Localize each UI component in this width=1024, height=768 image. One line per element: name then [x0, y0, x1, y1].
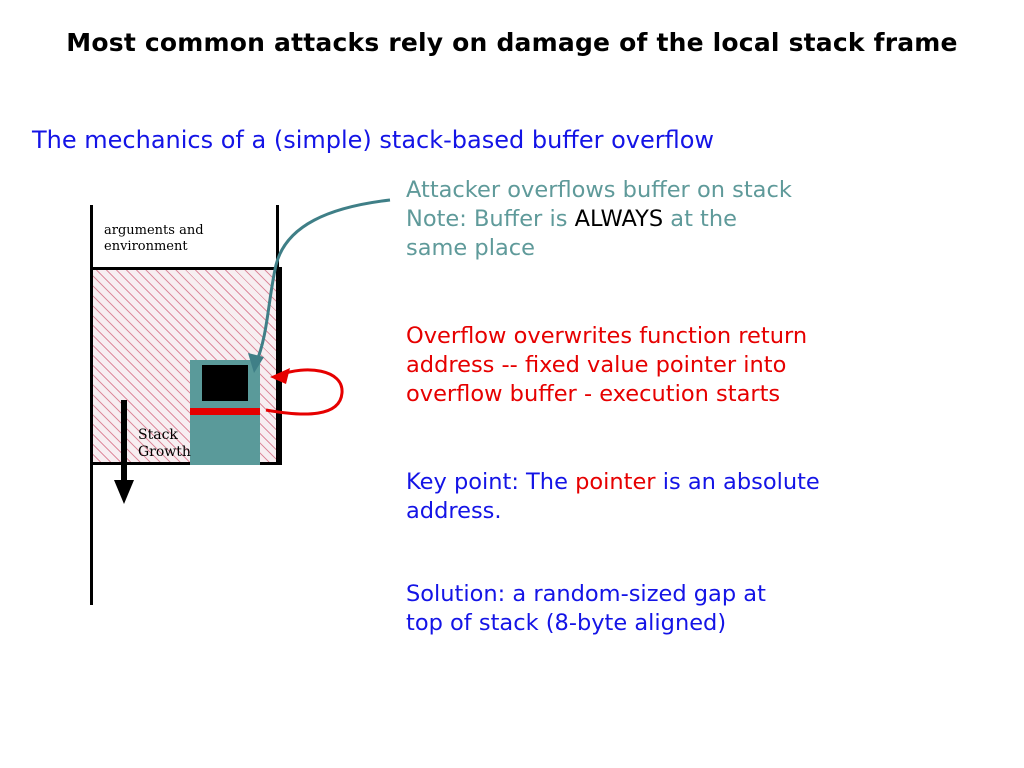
note-solution-line1: Solution: a random-sized gap at: [406, 581, 766, 607]
stack-growth-label: [138, 427, 191, 461]
note-overflow-line3: overflow buffer - execution starts: [406, 381, 781, 407]
note-attacker-line2-before: Note: Buffer is: [406, 206, 575, 232]
stack-growth-arrow-icon: [112, 400, 136, 505]
note-overflow: [406, 322, 936, 409]
note-attacker: [406, 176, 966, 263]
pointer-line: [190, 408, 260, 415]
return-address-block: [202, 365, 248, 401]
note-overflow-line2: address -- fixed value pointer into: [406, 352, 787, 378]
arguments-environment-box: [90, 205, 282, 270]
arguments-environment-label: arguments and environment: [104, 223, 204, 254]
stack-diagram: [90, 205, 390, 625]
note-attacker-line3: same place: [406, 235, 535, 261]
note-overflow-line1: Overflow overwrites function return: [406, 323, 808, 349]
page-title: Most common attacks rely on damage of the local stack frame: [66, 28, 958, 57]
note-keypoint-before: Key point: The: [406, 469, 576, 495]
note-keypoint-after: is an absolute: [655, 469, 820, 495]
note-keypoint-line2: address.: [406, 498, 502, 524]
note-solution-line2: top of stack (8-byte aligned): [406, 610, 727, 636]
note-attacker-line2-after: at the: [663, 206, 737, 232]
note-attacker-line1: Attacker overflows buffer on stack: [406, 177, 792, 203]
stack-left-axis: [90, 205, 93, 605]
stack-growth-label-line2: Growth: [138, 444, 191, 460]
note-solution: [406, 580, 936, 638]
note-attacker-emphasis: ALWAYS: [574, 206, 664, 232]
note-keypoint-emphasis: pointer: [575, 469, 656, 495]
stack-right-axis: [276, 205, 279, 465]
note-keypoint: [406, 468, 936, 526]
stack-growth-label-line1: Stack: [138, 427, 178, 443]
slide-subtitle: The mechanics of a (simple) stack-based buffer overflow: [32, 126, 715, 154]
